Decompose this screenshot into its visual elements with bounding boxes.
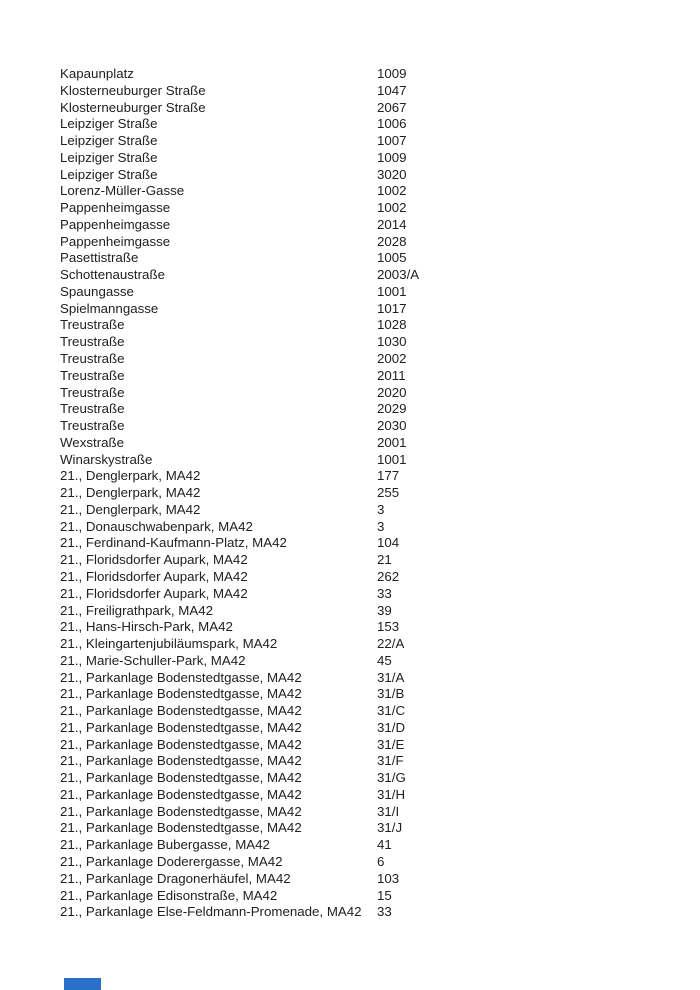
table-row bbox=[60, 653, 670, 670]
code-cell: 3 bbox=[377, 501, 385, 517]
table-row bbox=[60, 83, 670, 100]
code-cell: 2014 bbox=[377, 216, 407, 232]
location-name-cell: 21., Parkanlage Bodenstedtgasse, MA42 bbox=[60, 686, 302, 702]
code-cell: 153 bbox=[377, 619, 400, 635]
table-row bbox=[60, 385, 670, 402]
location-name-cell: 21., Floridsdorfer Aupark, MA42 bbox=[60, 568, 248, 584]
table-row bbox=[60, 401, 670, 418]
location-name-cell: Pappenheimgasse bbox=[60, 233, 171, 249]
code-cell: 15 bbox=[377, 887, 392, 903]
location-name-cell: 21., Hans-Hirsch-Park, MA42 bbox=[60, 619, 233, 635]
code-cell: 1007 bbox=[377, 133, 407, 149]
table-row bbox=[60, 670, 670, 687]
code-cell: 31/G bbox=[377, 770, 406, 786]
table-row bbox=[60, 569, 670, 586]
table-row bbox=[60, 435, 670, 452]
code-cell: 103 bbox=[377, 870, 400, 886]
code-cell: 1006 bbox=[377, 116, 407, 132]
location-name-cell: 21., Denglerpark, MA42 bbox=[60, 501, 201, 517]
table-row bbox=[60, 250, 670, 267]
table-row bbox=[60, 368, 670, 385]
table-row bbox=[60, 535, 670, 552]
code-cell: 2028 bbox=[377, 233, 407, 249]
table-row bbox=[60, 351, 670, 368]
partial-bottom-element bbox=[64, 978, 101, 990]
table-row bbox=[60, 284, 670, 301]
code-cell: 3 bbox=[377, 518, 385, 534]
table-row bbox=[60, 703, 670, 720]
table-row bbox=[60, 619, 670, 636]
location-name-cell: 21., Parkanlage Bubergasse, MA42 bbox=[60, 837, 270, 853]
code-cell: 1001 bbox=[377, 451, 407, 467]
location-name-cell: 21., Marie-Schuller-Park, MA42 bbox=[60, 652, 246, 668]
code-cell: 3020 bbox=[377, 166, 407, 182]
table-row bbox=[60, 519, 670, 536]
table-row bbox=[60, 334, 670, 351]
location-name-cell: 21., Parkanlage Bodenstedtgasse, MA42 bbox=[60, 736, 302, 752]
address-table bbox=[60, 66, 670, 921]
code-cell: 2003/A bbox=[377, 267, 420, 283]
code-cell: 31/D bbox=[377, 719, 406, 735]
location-name-cell: 21., Parkanlage Bodenstedtgasse, MA42 bbox=[60, 770, 302, 786]
table-row bbox=[60, 150, 670, 167]
code-cell: 1009 bbox=[377, 66, 407, 81]
code-cell: 1030 bbox=[377, 334, 407, 350]
location-name-cell: 21., Parkanlage Bodenstedtgasse, MA42 bbox=[60, 753, 302, 769]
location-name-cell: Klosterneuburger Straße bbox=[60, 99, 206, 115]
location-name-cell: Schottenaustraße bbox=[60, 267, 165, 283]
location-name-cell: 21., Ferdinand-Kaufmann-Platz, MA42 bbox=[60, 535, 287, 551]
table-row bbox=[60, 183, 670, 200]
code-cell: 6 bbox=[377, 853, 385, 869]
location-name-cell: 21., Parkanlage Dragonerhäufel, MA42 bbox=[60, 870, 291, 886]
location-name-cell: 21., Parkanlage Else-Feldmann-Promenade, MA42 bbox=[60, 904, 362, 920]
location-name-cell: Treustraße bbox=[60, 401, 125, 417]
location-name-cell: 21., Denglerpark, MA42 bbox=[60, 485, 201, 501]
code-cell: 31/J bbox=[377, 820, 403, 836]
code-cell: 2067 bbox=[377, 99, 407, 115]
location-name-cell: Treustraße bbox=[60, 334, 125, 350]
location-name-cell: Klosterneuburger Straße bbox=[60, 82, 206, 98]
location-name-cell: Pappenheimgasse bbox=[60, 216, 171, 232]
location-name-cell: 21., Donauschwabenpark, MA42 bbox=[60, 518, 253, 534]
location-name-cell: 21., Parkanlage Bodenstedtgasse, MA42 bbox=[60, 703, 302, 719]
code-cell: 2002 bbox=[377, 351, 407, 367]
code-cell: 31/C bbox=[377, 703, 406, 719]
location-name-cell: Spielmanngasse bbox=[60, 300, 159, 316]
code-cell: 1028 bbox=[377, 317, 407, 333]
table-row bbox=[60, 871, 670, 888]
table-row bbox=[60, 737, 670, 754]
table-row bbox=[60, 603, 670, 620]
code-cell: 262 bbox=[377, 568, 400, 584]
location-name-cell: 21., Kleingartenjubiläumspark, MA42 bbox=[60, 636, 278, 652]
location-name-cell: Treustraße bbox=[60, 351, 125, 367]
location-name-cell: Winarskystraße bbox=[60, 451, 153, 467]
code-cell: 31/I bbox=[377, 803, 400, 819]
code-cell: 33 bbox=[377, 904, 392, 920]
code-cell: 1001 bbox=[377, 283, 407, 299]
location-name-cell: 21., Parkanlage Bodenstedtgasse, MA42 bbox=[60, 820, 302, 836]
table-row bbox=[60, 116, 670, 133]
code-cell: 1005 bbox=[377, 250, 407, 266]
table-row bbox=[60, 234, 670, 251]
location-name-cell: Treustraße bbox=[60, 418, 125, 434]
table-row bbox=[60, 804, 670, 821]
code-cell: 31/F bbox=[377, 753, 404, 769]
table-row bbox=[60, 686, 670, 703]
location-name-cell: Kapaunplatz bbox=[60, 66, 134, 81]
code-cell: 39 bbox=[377, 602, 392, 618]
code-cell: 45 bbox=[377, 652, 392, 668]
table-row bbox=[60, 468, 670, 485]
table-row bbox=[60, 66, 670, 83]
table-row bbox=[60, 502, 670, 519]
table-row bbox=[60, 200, 670, 217]
table-row bbox=[60, 888, 670, 905]
table-row bbox=[60, 100, 670, 117]
code-cell: 2011 bbox=[377, 367, 406, 383]
location-name-cell: 21., Floridsdorfer Aupark, MA42 bbox=[60, 552, 248, 568]
table-row bbox=[60, 267, 670, 284]
location-name-cell: Pappenheimgasse bbox=[60, 200, 171, 216]
location-name-cell: 21., Parkanlage Doderergasse, MA42 bbox=[60, 853, 283, 869]
location-name-cell: 21., Freiligrathpark, MA42 bbox=[60, 602, 213, 618]
table-row bbox=[60, 753, 670, 770]
table-row bbox=[60, 301, 670, 318]
code-cell: 1009 bbox=[377, 149, 407, 165]
code-cell: 2029 bbox=[377, 401, 407, 417]
table-row bbox=[60, 317, 670, 334]
table-row bbox=[60, 854, 670, 871]
location-name-cell: Treustraße bbox=[60, 384, 125, 400]
table-row bbox=[60, 167, 670, 184]
table-row bbox=[60, 770, 670, 787]
code-cell: 41 bbox=[377, 837, 392, 853]
location-name-cell: 21., Floridsdorfer Aupark, MA42 bbox=[60, 585, 248, 601]
location-name-cell: 21., Denglerpark, MA42 bbox=[60, 468, 201, 484]
location-name-cell: 21., Parkanlage Edisonstraße, MA42 bbox=[60, 887, 278, 903]
table-row bbox=[60, 820, 670, 837]
code-cell: 1002 bbox=[377, 200, 407, 216]
code-cell: 22/A bbox=[377, 636, 405, 652]
location-name-cell: Lorenz-Müller-Gasse bbox=[60, 183, 185, 199]
location-name-cell: Spaungasse bbox=[60, 283, 134, 299]
code-cell: 21 bbox=[377, 552, 392, 568]
code-cell: 2020 bbox=[377, 384, 407, 400]
table-row bbox=[60, 217, 670, 234]
location-name-cell: Wexstraße bbox=[60, 434, 125, 450]
table-row bbox=[60, 485, 670, 502]
location-name-cell: 21., Parkanlage Bodenstedtgasse, MA42 bbox=[60, 786, 302, 802]
table-row bbox=[60, 720, 670, 737]
table-row bbox=[60, 418, 670, 435]
code-cell: 33 bbox=[377, 585, 392, 601]
location-name-cell: Pasettistraße bbox=[60, 250, 139, 266]
location-name-cell: 21., Parkanlage Bodenstedtgasse, MA42 bbox=[60, 803, 302, 819]
location-name-cell: Treustraße bbox=[60, 317, 125, 333]
code-cell: 255 bbox=[377, 485, 400, 501]
location-name-cell: Leipziger Straße bbox=[60, 166, 158, 182]
code-cell: 1017 bbox=[377, 300, 407, 316]
code-cell: 31/E bbox=[377, 736, 405, 752]
code-cell: 2030 bbox=[377, 418, 407, 434]
code-cell: 1002 bbox=[377, 183, 407, 199]
table-row bbox=[60, 552, 670, 569]
table-row bbox=[60, 133, 670, 150]
table-row bbox=[60, 787, 670, 804]
code-cell: 31/A bbox=[377, 669, 405, 685]
code-cell: 1047 bbox=[377, 82, 407, 98]
table-row bbox=[60, 586, 670, 603]
location-name-cell: Treustraße bbox=[60, 367, 125, 383]
table-row bbox=[60, 837, 670, 854]
location-name-cell: 21., Parkanlage Bodenstedtgasse, MA42 bbox=[60, 719, 302, 735]
code-cell: 104 bbox=[377, 535, 400, 551]
table-row bbox=[60, 904, 670, 921]
location-name-cell: Leipziger Straße bbox=[60, 149, 158, 165]
table-row bbox=[60, 636, 670, 653]
code-cell: 2001 bbox=[377, 434, 407, 450]
code-cell: 177 bbox=[377, 468, 400, 484]
code-cell: 31/H bbox=[377, 786, 406, 802]
location-name-cell: Leipziger Straße bbox=[60, 116, 158, 132]
table-row bbox=[60, 452, 670, 469]
code-cell: 31/B bbox=[377, 686, 405, 702]
location-name-cell: 21., Parkanlage Bodenstedtgasse, MA42 bbox=[60, 669, 302, 685]
location-name-cell: Leipziger Straße bbox=[60, 133, 158, 149]
